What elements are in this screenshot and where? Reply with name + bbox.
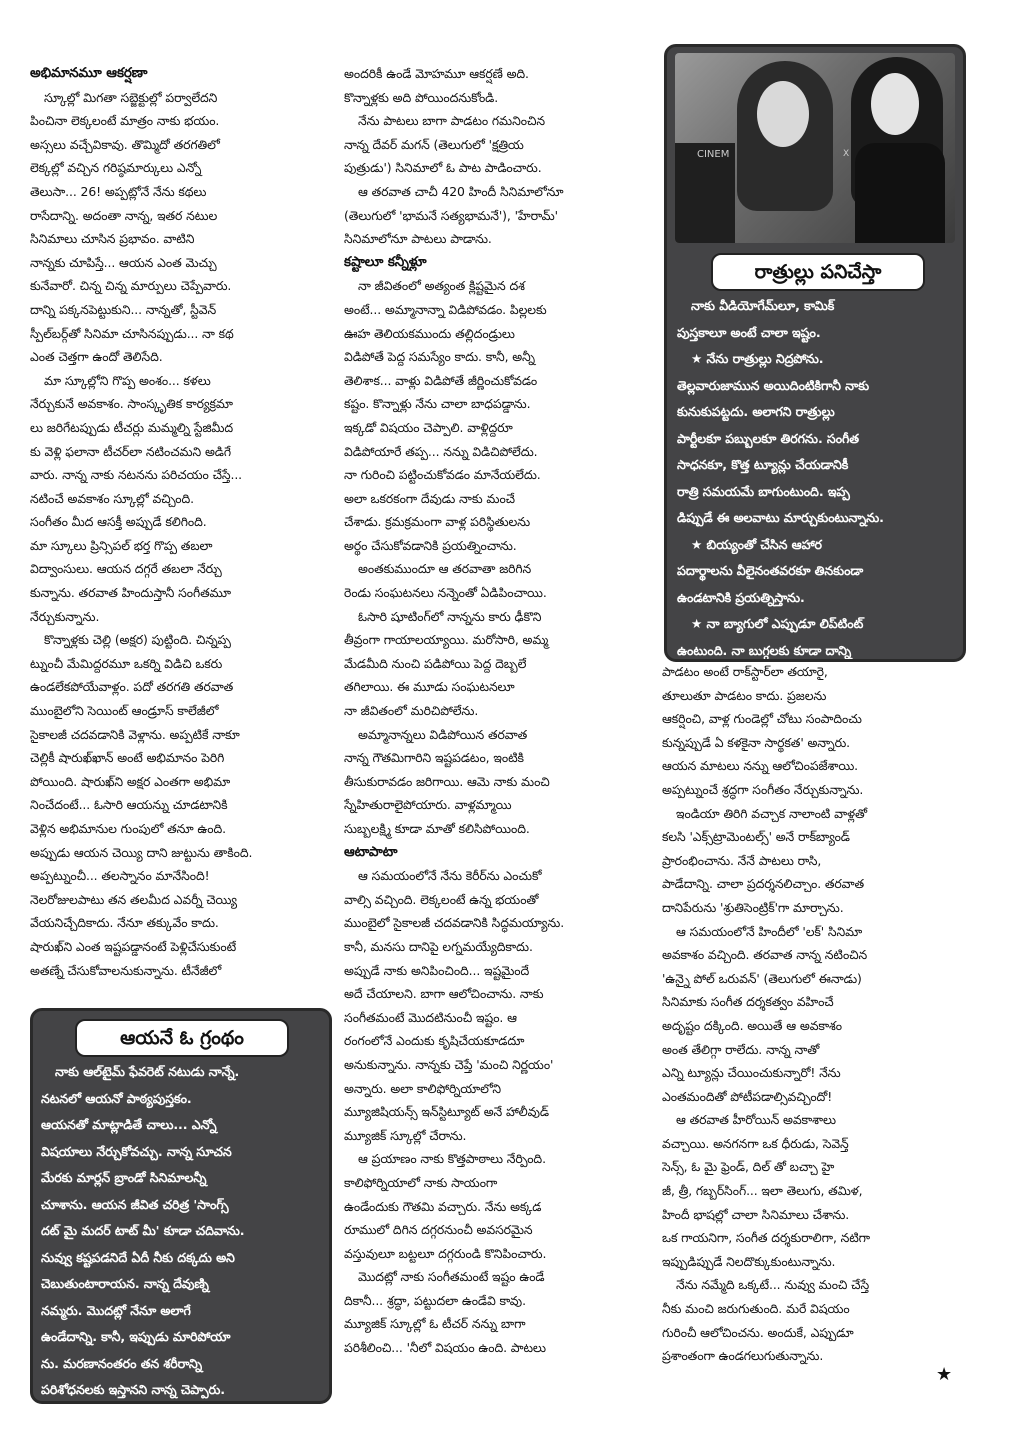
text-line: అనుకున్నాను. నాన్నకు చెప్తే 'మంచి నిర్ణయం'	[344, 1056, 554, 1072]
text-line: ఆ తరవాత హీరోయిన్ అవకాశాలు	[676, 1112, 836, 1128]
sidebar-title: రాత్రుల్లు పనిచేస్తా	[711, 253, 925, 291]
text-line: కష్టం. కొన్నాళ్లు నేను చాలా బాధపడ్డాను.	[344, 396, 531, 412]
text-line: నమ్మరు. మొదట్లో నేనూ అలాగే	[41, 1302, 191, 1318]
text-line: నాన్న దేవర్ మగన్ (తెలుగులో 'క్షత్రియ	[344, 136, 524, 152]
text-line: తగిలాయి. ఈ మూడు సంఘటనలూ	[344, 679, 515, 695]
text-line: మ్యూజిషియన్స్ ఇన్‌స్టిట్యూట్ అనే హాలీవుడ్	[344, 1104, 549, 1120]
text-line: తీసుకురావడం జరిగాయి. ఆమె నాకు మంచి	[344, 773, 550, 789]
text-line: విడిపోయారే తప్ప... నన్ను విడిచిపోలేదు.	[344, 443, 538, 459]
text-line: దాన్ని పక్కనపెట్టుకుని... నాన్నతో, స్టీవెన్	[30, 301, 217, 317]
text-line: మా స్కూల్లోని గొప్ప అంశం... కళలు	[44, 372, 211, 388]
text-line: మొదట్లో నాకు సంగీతమంటే ఇష్టం ఉండే	[358, 1269, 545, 1285]
text-line: ఆటాపాటా	[344, 843, 398, 860]
text-line: తెలిశాక... వాళ్లు విడిపోతే జీర్ణించుకోవడం	[344, 372, 538, 388]
text-line: రెండు సంఘటనలు నన్నెంతో ఏడిపించాయి.	[344, 585, 547, 601]
text-line: నువ్వు కష్టపడనిదే ఏదీ నీకు దక్కదు అని	[41, 1249, 235, 1265]
text-line: నించేదంటే... ఓసారి ఆయన్ను చూడటానికి	[30, 797, 228, 813]
text-line: నేను పాటలు బాగా పాడటం గమనించిన	[358, 113, 545, 129]
text-line: ★ బియ్యంతో చేసిన ఆహార	[691, 536, 822, 552]
article-column-2	[344, 62, 642, 1392]
text-line: రాసేదాన్ని. అదంతా నాన్న, ఇతర నటుల	[30, 207, 218, 223]
sidebar-box-father	[30, 1008, 332, 1404]
text-line: సెన్స్, ఓ మై ఫ్రెండ్, దిల్ తో బచ్చా హై	[662, 1159, 835, 1175]
father-box-lines	[41, 1059, 323, 1404]
text-line: అప్పుడే నాకు అనిపించింది... ఇష్టమైందే	[344, 962, 530, 978]
text-line: మా స్కూలు ప్రిన్సిపల్ భర్త గొప్ప తబలా	[30, 537, 213, 553]
text-line: కానీ, మనసు దానిపై లగ్నమయ్యేదికాదు.	[344, 938, 533, 954]
text-line: అర్థం చేసుకోవడానికి ప్రయత్నించాను.	[344, 537, 517, 553]
column-3-lines	[662, 660, 957, 1368]
text-line: నాకు ఆల్‌టైమ్ ఫేవరెట్ నటుడు నాన్నే.	[55, 1064, 240, 1079]
text-line: ★ నేను రాత్రుల్లు నిద్రపోను.	[691, 351, 824, 366]
text-line: సినిమాకు సంగీత దర్శకత్వం వహించే	[662, 994, 834, 1010]
text-line: అన్నారు. అలా కాలిఫోర్నియాలోని	[344, 1080, 502, 1096]
text-line: పించినా లెక్కలంటే మాత్రం నాకు భయం.	[30, 113, 220, 129]
text-line: మేడమీది నుంచి పడిపోయి పెద్ద దెబ్బలే	[344, 655, 527, 671]
text-line: ఉండేందుకు గౌతమి వచ్చారు. నేను అక్కడ	[344, 1198, 542, 1214]
father-box-text	[41, 1059, 323, 1404]
column-1-lines	[30, 62, 332, 982]
text-line: ప్రారంభించాను. నేనే పాటలు రాసి,	[662, 852, 822, 868]
text-line: ఉండలేకపోయేవాళ్లం. పదో తరగతి తరవాత	[30, 679, 234, 695]
text-line: ముంబైలోని సెయింట్ ఆండ్రూస్ కాలేజీలో	[30, 703, 219, 719]
text-line: అభిమానమూ ఆకర్షణా	[30, 65, 148, 81]
text-line: ఉండటానికి ప్రయత్నిస్తాను.	[677, 589, 805, 605]
text-line: లెక్కల్లో వచ్చిన గరిష్ఠమార్కులు ఎన్నో	[30, 160, 202, 176]
text-line: అలా ఒకరకంగా దేవుడు నాకు మంచే	[344, 490, 515, 506]
text-line: నేర్చుకున్నాను.	[30, 608, 100, 624]
text-line: పుత్రుడు') సినిమాలో ఓ పాట పాడించారు.	[344, 160, 542, 176]
text-line: ఇక్కడో విషయం చెప్పాలి. వాళ్లిద్దరూ	[344, 419, 513, 435]
text-line: తూలుతూ పాడటం కాదు. ప్రజలను	[662, 687, 827, 703]
text-line: ★ నా బ్యాగులో ఎప్పుడూ లిప్‌టింట్	[691, 616, 864, 631]
text-line: కాలిఫోర్నియాలో నాకు సాయంగా	[344, 1174, 498, 1190]
text-line: వారు. నాన్న నాకు నటనను పరిచయం చేస్తే...	[30, 467, 243, 483]
article-column-3	[662, 660, 957, 1395]
text-line: నీకు మంచి జరుగుతుంది. మరే విషయం	[662, 1301, 850, 1317]
text-line: ఎంతమందితో పోటీపడాల్సివచ్చిందో!	[662, 1088, 833, 1104]
text-line: వచ్చాయి. అనగనగా ఒక ధీరుడు, సెవెన్త్	[662, 1135, 849, 1151]
text-line: ఆ సమయంలోనే నేను కెరీర్‌ను ఎంచుకో	[358, 868, 542, 884]
text-line: దికానీ... శ్రద్ధా, పట్టుదలా ఉండేవి కావు.	[344, 1292, 526, 1308]
text-line: అంటే... అమ్మానాన్నా విడిపోవడం. పిల్లలకు	[344, 301, 547, 317]
text-line: ఓసారి షూటింగ్‌లో నాన్నను కారు ఢీకొని	[358, 608, 542, 624]
text-line: అతణ్నే చేసుకోవాలనుకున్నాను. టీనేజీలో	[30, 962, 222, 978]
text-line: లు జరిగేటప్పుడు టీచర్లు మమ్మల్ని స్టేజిమీద	[30, 419, 234, 435]
text-line: దట్ మై మదర్ టాట్ మీ' కూడా చదివాను.	[41, 1223, 245, 1238]
text-line: పరిశీలించి... 'నీలో విషయం ఉంది. పాటలు	[344, 1340, 546, 1356]
photo-person-2-dress	[855, 143, 945, 243]
text-line: కున్నాను. తరవాత హిందుస్తానీ సంగీతమూ	[30, 585, 231, 601]
text-line: అవకాశం వచ్చింది. తరవాత నాన్న నటించిన	[662, 947, 868, 963]
text-line: కష్టాలూ కన్నీళ్లూ	[344, 253, 427, 270]
text-line: వేయనిచ్చేదికాదు. నేనూ తక్కువేం కాదు.	[30, 915, 219, 931]
photo-person-1-face	[757, 81, 809, 147]
text-line: సుబ్బలక్ష్మి కూడా మాతో కలిసిపోయింది.	[344, 821, 530, 836]
text-line: స్నేహితురాలైపోయారు. వాళ్లమ్మాయి	[344, 797, 512, 813]
text-line: నా జీవితంలో మరిచిపోలేను.	[344, 703, 479, 719]
text-line: గురించీ ఆలోచించను. అందుకే, ఎప్పుడూ	[662, 1324, 854, 1340]
text-line: నటించే అవకాశం స్కూల్లో వచ్చింది.	[30, 490, 194, 506]
text-line: నటనలో ఆయనో పాఠ్యపుస్తకం.	[41, 1090, 192, 1106]
text-line: కునేవారో. చిన్న చిన్న మార్పులు చెప్పేవారు.	[30, 278, 232, 294]
text-line: సినిమాలోనూ పాటలు పాడాను.	[344, 231, 492, 247]
text-line: చూశాను. ఆయన జీవిత చరిత్ర 'సాంగ్స్	[41, 1196, 229, 1212]
text-line: తీవ్రంగా గాయాలయ్యాయి. మరోసారి, అమ్మ	[344, 632, 549, 648]
photo-seat-text: CINEM	[697, 149, 730, 160]
text-line: ఉండేదాన్ని. కానీ, ఇప్పుడు మారిపోయా	[41, 1329, 231, 1344]
text-line: సంగీతం మీద ఆసక్తీ అప్పుడే కలిగింది.	[30, 514, 207, 530]
text-line: నాన్నకు చూపిస్తే... ఆయన ఎంత మెచ్చు	[30, 254, 217, 270]
celebrity-photo	[675, 53, 955, 243]
text-line: అందరికీ ఉండే మోహమూ ఆకర్షణే అది.	[344, 66, 529, 81]
sidebar-text	[677, 293, 957, 662]
text-line: విద్వాంసులు. ఆయన దగ్గరే తబలా నేర్చు	[30, 561, 222, 577]
text-line: కొన్నాళ్లకు చెల్లి (అక్షర) పుట్టింది. చిన్నప్ప	[44, 632, 231, 648]
text-line	[41, 1404, 323, 1405]
text-line: అమ్మానాన్నలు విడిపోయిన తరవాత	[358, 726, 528, 742]
text-line: స్కూల్లో మిగతా సబ్జెక్టుల్లో పర్వాలేదని	[44, 89, 218, 105]
text-line: కునుకుపట్టదు. అలాగని రాత్రుల్లు	[677, 404, 835, 419]
text-line: ఎంత చెత్తగా ఉందో తెలిసేది.	[30, 349, 163, 365]
text-line: ను. మరణానంతరం తన శరీరాన్ని	[41, 1355, 202, 1371]
text-line: షారుఖ్‌ని ఎంత ఇష్టపడ్డానంటే పెళ్లిచేసుకుంటే	[30, 938, 237, 954]
text-line: అంత తేలిగ్గా రాలేదు. నాన్న నాతో	[662, 1041, 820, 1057]
text-line: చెబుతుంటారాయన. నాన్న దేవుణ్ని	[41, 1276, 209, 1291]
text-line: ఊహ తెలియకముందు తల్లిదండ్రులు	[344, 325, 515, 341]
text-line: నెలరోజులపాటు తన తలమీద ఎవర్నీ చెయ్యి	[30, 891, 237, 907]
text-line: సంగీతమంటే మొదటినుంచీ ఇష్టం. ఆ	[344, 1009, 517, 1025]
text-line: ముంబైలో సైకాలజీ చదవడానికి సిద్ధమయ్యాను.	[344, 915, 565, 931]
text-line: అప్పట్నుంచీ... తలస్నానం మానేసింది!	[30, 868, 210, 884]
text-line: ఆకర్షించి, వాళ్ల గుండెల్లో చోటు సంపాదించు	[662, 711, 862, 727]
text-line: అదే చేయాలని. బాగా ఆలోచించాను. నాకు	[344, 986, 544, 1002]
text-line: విడిపోతే పెద్ద సమస్యేం కాదు. కానీ, అన్నీ	[344, 349, 535, 365]
text-line: రాత్రి సమయమే బాగుంటుంది. ఇప్ప	[677, 483, 850, 499]
text-line: కు వెళ్లి ఫలానా టీచర్‌లా నటించమని అడిగే	[30, 443, 231, 459]
sidebar-box-night-work	[664, 44, 966, 662]
text-line: హిందీ భాషల్లో చాలా సినిమాలు చేశాను.	[662, 1206, 850, 1222]
text-line: నా జీవితంలో అత్యంత క్లిష్టమైన దశ	[358, 278, 525, 294]
text-line: డిప్పుడే ఈ అలవాటు మార్చుకుంటున్నాను.	[677, 510, 884, 525]
text-line: రూములో దిగిన దగ్గరనుంచీ అవసరమైన	[344, 1222, 533, 1238]
photo-person-2-face	[871, 73, 919, 135]
text-line: ఆయన మాటలు నన్ను ఆలోచింపజేశాయి.	[662, 758, 858, 774]
text-line: ప్రశాంతంగా ఉండగలుగుతున్నాను.	[662, 1348, 824, 1364]
end-star-icon: ★	[936, 1364, 953, 1385]
text-line: ఇప్పుడిప్పుడే నిలదొక్కుకుంటున్నాను.	[662, 1253, 836, 1269]
text-line: కొన్నాళ్లకు అది పోయిందనుకోండి.	[344, 89, 499, 105]
text-line: కలసి 'ఎక్స్‌ట్రామెంటల్స్' అనే రాక్‌బ్యాండ్	[662, 829, 850, 845]
text-line: మ్యూజిక్ స్కూల్లో చేరాను.	[344, 1127, 467, 1143]
text-line: సైకాలజీ చదవడానికి వెళ్లాను. అప్పటికే నాకూ	[30, 726, 240, 742]
text-line: నాన్న గౌతమిగారిని ఇష్టపడటం, ఇంటికి	[344, 750, 524, 766]
text-line: అదృష్టం దక్కింది. అయితే ఆ అవకాశం	[662, 1017, 842, 1033]
text-line: పాడేదాన్ని. చాలా ప్రదర్శనలిచ్చాం. తరవాత	[662, 876, 865, 892]
article-column-1	[30, 62, 332, 1002]
text-line: అస్సలు వచ్చేవికావు. తొమ్మిదో తరగతిలో	[30, 136, 220, 152]
text-line: పరిశోధనలకు ఇస్తానని నాన్న చెప్పారు.	[41, 1382, 225, 1397]
text-line: పాడటం అంటే రాక్‌స్టార్‌లా తయారై,	[662, 664, 828, 679]
text-line: చేశాడు. క్రమక్రమంగా వాళ్ల పరిస్థితులను	[344, 514, 531, 530]
text-line: వస్తువులూ బట్టలూ దగ్గరుండి కొనిపించారు.	[344, 1245, 547, 1261]
text-line: సినిమాలు చూసిన ప్రభావం. వాటిని	[30, 231, 195, 247]
text-line: ఆ ప్రయాణం నాకు కొత్తపాఠాలు నేర్పింది.	[358, 1151, 546, 1167]
text-line: కున్నప్పుడే ఏ కళకైనా సార్థకత' అన్నారు.	[662, 734, 850, 750]
text-line: దానిపేరును 'శ్రుతిసెంట్రిక్'గా మార్చాను.	[662, 899, 844, 915]
text-line: అప్పుడు ఆయన చెయ్యి దాని జుట్టును తాకింది.	[30, 844, 253, 860]
text-line: వాల్సి వచ్చింది. లెక్కలంటే ఉన్న భయంతో	[344, 891, 539, 907]
text-line: నా గురించి పట్టించుకోవడం మానేయలేదు.	[344, 467, 541, 483]
text-line: అంతకుముందూ ఆ తరవాతా జరిగిన	[358, 561, 532, 577]
text-line: అప్పట్నుంచే శ్రద్ధగా సంగీతం నేర్చుకున్నాను.	[662, 781, 864, 797]
column-2-lines	[344, 62, 642, 1360]
sidebar-lines	[677, 293, 957, 662]
text-line: మ్యూజిక్ స్కూల్లో ఓ టీచర్ నన్ను బాగా	[344, 1316, 526, 1332]
text-line: పోయింది. షారుఖ్‌ని అక్షర ఎంతగా అభిమా	[30, 773, 231, 789]
text-line: తెలుసా... 26! అప్పట్లోనే నేను కథలు	[30, 183, 207, 199]
text-line: పార్టీలకూ పబ్బులకూ తిరగను. సంగీత	[677, 430, 859, 446]
text-line: ఒక గాయనిగా, సంగీత దర్శకురాలిగా, నటిగా	[662, 1230, 870, 1246]
text-line: 'ఉన్నై పోల్ ఒరువన్' (తెలుగులో ఈనాడు)	[662, 970, 862, 986]
text-line: మేరకు మార్లన్ బ్రాండో సినిమాలన్నీ	[41, 1170, 207, 1185]
text-line: నాకు వీడియోగేమ్‌లూ, కామిక్	[691, 298, 835, 313]
text-line: రంగంలోనే ఎందుకు కృషిచేయకూడదూ	[344, 1033, 525, 1049]
father-box-title: ఆయనే ఓ గ్రంథం	[75, 1019, 289, 1057]
text-line: విషయాలు నేర్చుకోవచ్చు. నాన్న సూచన	[41, 1143, 232, 1159]
text-line: వెళ్లిన అభిమానుల గుంపులో తనూ ఉంది.	[30, 821, 226, 836]
text-line: చెల్లికీ షారుఖ్‌ఖాన్ అంటే అభిమానం పెరిగి	[30, 750, 225, 766]
text-line: జీ, త్రీ, గబ్బర్‌సింగ్... ఇలా తెలుగు, తమిళ,	[662, 1183, 863, 1199]
text-line: ఎన్ని ట్యూన్లు చేయించుకున్నారో! నేను	[662, 1065, 841, 1081]
text-line: పుస్తకాలూ అంటే చాలా ఇష్టం.	[677, 324, 821, 340]
text-line: ఇండియా తిరిగి వచ్చాక నాలాంటి వాళ్లతో	[676, 805, 868, 821]
text-line: నేను నమ్మేది ఒక్కటే... నువ్వు మంచి చేస్తే	[676, 1277, 870, 1293]
text-line: ఆయనతో మాట్లాడితే చాలు... ఎన్నో	[41, 1117, 217, 1132]
text-line: స్పీల్‌బర్గ్‌తో సినిమా చూసినప్పుడు... నా కథ	[30, 325, 234, 341]
text-line: (తెలుగులో 'భామనే సత్యభామనే'), 'హేరామ్'	[344, 207, 558, 223]
photo-seat-text-2: X	[843, 149, 850, 159]
text-line: ఆ తరవాత చాచీ 420 హిందీ సినిమాలోనూ	[358, 183, 564, 199]
text-line: తెల్లవారుజామున అయిదింటికిగానీ నాకు	[677, 377, 870, 393]
text-line: నేర్చుకునే అవకాశం. సాంస్కృతిక కార్యక్రమా	[30, 396, 233, 412]
text-line: ఉంటుంది. నా బుగ్గలకు కూడా దాన్ని	[677, 642, 852, 658]
text-line: సాధనకూ, కొత్త ట్యూన్లు చేయడానికీ	[677, 457, 849, 472]
text-line: ట్నుంచీ మేమిద్దరమూ ఒకర్ని విడిచి ఒకరు	[30, 655, 223, 671]
text-line: ఆ సమయంలోనే హిందీలో 'లక్' సినిమా	[676, 923, 863, 939]
text-line: పదార్థాలను వీలైనంతవరకూ తినకుండా	[677, 563, 864, 578]
